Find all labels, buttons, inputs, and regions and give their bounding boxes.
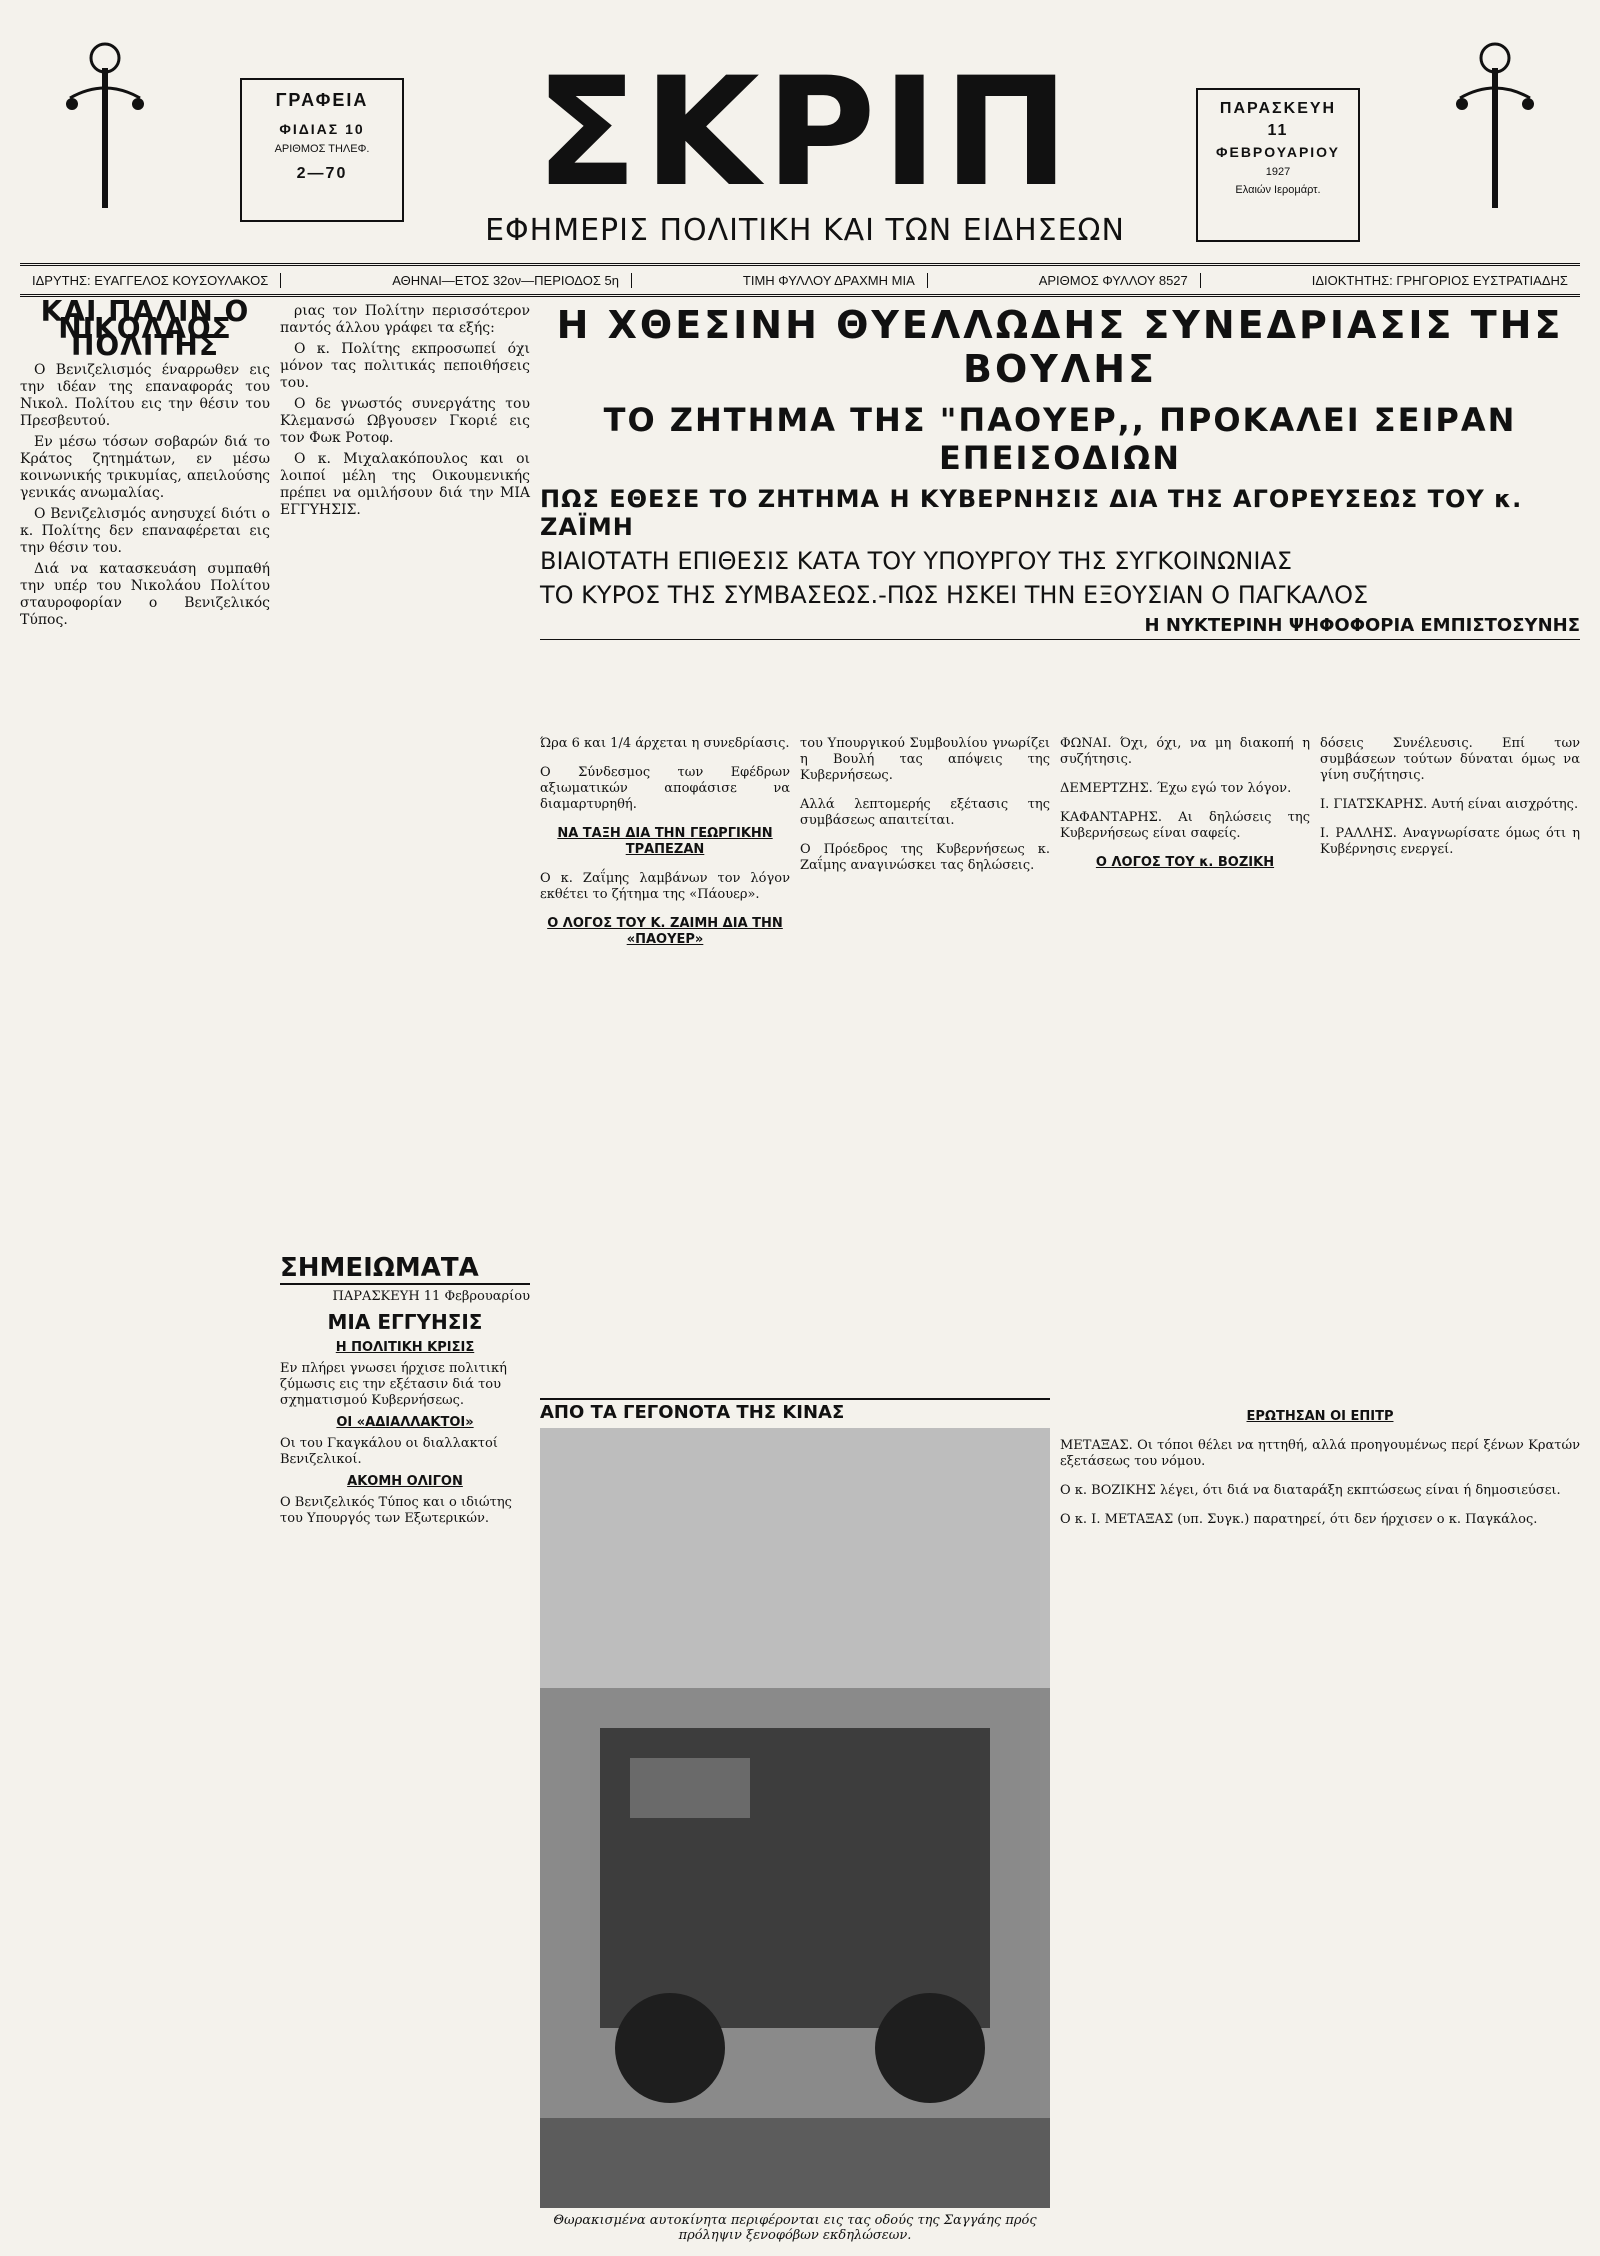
notes-title: ΜΙΑ ΕΓΓΥΗΣΙΣ	[327, 1310, 483, 1334]
price-label: ΤΙΜΗ ΦΥΛΛΟΥ ΔΡΑΧΜΗ ΜΙΑ	[731, 273, 928, 288]
continued-column	[1060, 1403, 1580, 1541]
paragraph: Ο Πρόεδρος της Κυβερνήσεως κ. Ζαΐμης αναγινώσκει τας δηλώσεις.	[800, 842, 1050, 873]
paragraph: Ο δε γνωστός συνεργάτης του Κλεμανσώ Ωβγουσεν Γκοριέ εις τον Φωκ Ροτοφ.	[280, 396, 530, 446]
sub-column-4	[1320, 723, 1580, 871]
headline-line-1: Η ΧΘΕΣΙΝΗ ΘΥΕΛΛΩΔΗΣ ΣΥΝΕΔΡΙΑΣΙΣ ΤΗΣ ΒΟΥΛΗΣ	[556, 303, 1564, 391]
masthead	[20, 18, 1580, 248]
left-article	[20, 295, 270, 633]
info-bar	[20, 263, 1580, 297]
paragraph: Εν πλήρει γνωσει ήρχισε πολιτική ζύμωσις εις την εξέτασιν διά του σχηματισμού Κυβερνήσεως.	[280, 1361, 507, 1408]
lamppost-ornament-icon	[60, 38, 150, 208]
paragraph: Ο Βενιζελισμός έναρρωθεν εις την ιδέαν της επαναφοράς του Νικολ. Πολίτου εις την θέσιν του Πρεσβευτού.	[20, 362, 270, 429]
notes-date: ΠΑΡΑΣΚΕΥΗ 11 Φεβρουαρίου	[332, 1289, 530, 1304]
armored-car-photo-icon	[540, 1428, 1050, 2208]
notes-section	[280, 1253, 530, 1527]
section-heading: ΟΙ «ΑΔΙΑΛΛΑΚΤΟΙ»	[336, 1415, 474, 1430]
paragraph: Ο κ. ΒΟΖΙΚΗΣ λέγει, ότι διά να διαταράξη εκπτώσεως είναι ή δημοσιεύσει.	[1060, 1483, 1561, 1498]
headline-line-2: ΤΟ ΖΗΤΗΜΑ ΤΗΣ "ΠΑΟΥΕΡ,, ΠΡΟΚΑΛΕΙ ΣΕΙΡΑΝ ΕΠΕΙΣΟΔΙΩΝ	[603, 401, 1517, 477]
paragraph: Οι του Γκαγκάλου οι διαλλακτοί Βενιζελικοί.	[280, 1436, 498, 1467]
main-content	[20, 295, 1580, 2243]
paragraph: Εν μέσω τόσων σοβαρών διά το Κράτος ζητημάτων, εν μέσω κοινωνικής τρικυμίας, απειλούσης γενικάς ανωμαλίας.	[20, 434, 270, 501]
paragraph: ΚΑΦΑΝΤΑΡΗΣ. Αι δηλώσεις της Κυβερνήσεως είναι σαφείς.	[1060, 810, 1310, 841]
section-heading: Η ΠΟΛΙΤΙΚΗ ΚΡΙΣΙΣ	[335, 1340, 475, 1355]
edition-label: ΑΘΗΝΑΙ—ΕΤΟΣ 32ον—ΠΕΡΙΟΔΟΣ 5η	[380, 273, 632, 288]
paragraph: δόσεις Συνέλευσις. Επί των συμβάσεων τούτων δύναται όμως να γίνη συζήτησις.	[1320, 736, 1580, 783]
notes-header: ΣΗΜΕΙΩΜΑΤΑ	[280, 1253, 530, 1285]
sub-column-2	[800, 723, 1050, 887]
paragraph: ΦΩΝΑΙ. Όχι, όχι, να μη διακοπή η συζήτησις.	[1060, 736, 1310, 767]
date-box: ΠΑΡΑΣΚΕΥΗ 11 ΦΕΒΡΟΥΑΡΙΟΥ 1927 Ελαιών Ιερομάρτ.	[1196, 88, 1360, 242]
paragraph: Ι. ΡΑΛΛΗΣ. Αναγνωρίσατε όμως ότι η Κυβέρνησις ενεργεί.	[1320, 826, 1580, 857]
sub-column-1	[540, 723, 790, 954]
paragraph: Ο κ. Ι. ΜΕΤΑΞΑΣ (υπ. Συγκ.) παρατηρεί, ότι δεν ήρχισεν ο κ. Παγκάλος.	[1060, 1512, 1538, 1527]
section-heading: Ο ΛΟΓΟΣ ΤΟΥ Κ. ΖΑΙΜΗ ΔΙΑ ΤΗΝ «ΠΑΟΥΕΡ»	[547, 916, 783, 947]
left-article-title: ΚΑΙ ΠΑΛΙΝ Ο ΝΙΚΟΛΑΟΣ ΠΟΛΙΤΗΣ	[40, 295, 250, 362]
second-column	[280, 303, 530, 523]
section-heading: ΑΚΟΜΗ ΟΛΙΓΟΝ	[347, 1474, 463, 1489]
section-heading: Ο ΛΟΓΟΣ ΤΟΥ κ. ΒΟΖΙΚΗ	[1095, 855, 1275, 870]
paragraph: ΔΕΜΕΡΤΖΗΣ. Έχω εγώ τον λόγον.	[1060, 781, 1292, 796]
office-info-box: ΓΡΑΦΕΙΑ ΦΙΔΙΑΣ 10 ΑΡΙΘΜΟΣ ΤΗΛΕΦ. 2—70	[240, 78, 404, 222]
paragraph: Ι. ΓΙΑΤΣΚΑΡΗΣ. Αυτή είναι αισχρότης.	[1320, 797, 1579, 812]
newspaper-subtitle: ΕΦΗΜΕΡΙΣ ΠΟΛΙΤΙΚΗ ΚΑΙ ΤΩΝ ΕΙΔΗΣΕΩΝ	[485, 213, 1125, 248]
photo-caption: Θωρακισμένα αυτοκίνητα περιφέρονται εις τας οδούς της Σαγγάης πρός πρόληψιν ξενοφόβων εκδηλώσεων.	[553, 2213, 1037, 2243]
headline-line-3: ΠΩΣ ΕΘΕΣΕ ΤΟ ΖΗΤΗΜΑ Η ΚΥΒΕΡΝΗΣΙΣ ΔΙΑ ΤΗΣ ΑΓΟΡΕΥΣΕΩΣ ΤΟΥ κ. ΖΑΪΜΗ	[540, 485, 1523, 541]
founder-label: ΙΔΡΥΤΗΣ: ΕΥΑΓΓΕΛΟΣ ΚΟΥΣΟΥΛΑΚΟΣ	[20, 273, 281, 288]
main-headline	[540, 303, 1580, 640]
paragraph: Ώρα 6 και 1/4 άρχεται η συνεδρίασις.	[540, 736, 790, 751]
paragraph: Ο Βενιζελικός Τύπος και ο ιδιώτης του Υπουργός των Εξωτερικών.	[280, 1495, 512, 1526]
paragraph: Διά να κατασκευάση συμπαθή την υπέρ του Νικολάου Πολίτου σταυροφορίαν ο Βενιζελικός Τύπος.	[20, 561, 270, 628]
china-events-photo	[540, 1428, 1050, 2208]
issue-number-label: ΑΡΙΘΜΟΣ ΦΥΛΛΟΥ 8527	[1027, 273, 1201, 288]
section-heading: ΝΑ ΤΑΞΗ ΔΙΑ ΤΗΝ ΓΕΩΡΓΙΚΗΝ ΤΡΑΠΕΖΑΝ	[557, 826, 773, 857]
paragraph: Ο κ. Ζαΐμης λαμβάνων τον λόγον εκθέτει το ζήτημα της «Πάουερ».	[540, 871, 790, 902]
paragraph: ΜΕΤΑΞΑΣ. Οι τόποι θέλει να ηττηθή, αλλά προηγουμένως περί ξένων Κρατών εξετάσεως του νόμου.	[1060, 1438, 1580, 1469]
paragraph: ριας τον Πολίτην περισσότερον παντός άλλου γράφει τα εξής:	[280, 303, 530, 336]
newspaper-page	[20, 18, 1580, 2243]
paragraph: Ο κ. Πολίτης εκπροσωπεί όχι μόνον τας πολιτικάς πεποιθήσεις του.	[280, 341, 530, 391]
paragraph: Ο Βενιζελισμός ανησυχεί διότι ο κ. Πολίτης δεν επαναφέρεται εις την θέσιν του.	[20, 506, 270, 556]
lamppost-ornament-icon	[1450, 38, 1540, 208]
photo-header: ΑΠΟ ΤΑ ΓΕΓΟΝΟΤΑ ΤΗΣ ΚΙΝΑΣ	[540, 1398, 1050, 1423]
paragraph: του Υπουργικού Συμβουλίου γνωρίζει η Βουλή τας απόψεις της Κυβερνήσεως.	[800, 736, 1050, 783]
newspaper-title: ΣΚΡΙΠ	[535, 46, 1075, 220]
owner-label: ΙΔΙΟΚΤΗΤΗΣ: ΓΡΗΓΟΡΙΟΣ ΕΥΣΤΡΑΤΙΑΔΗΣ	[1311, 272, 1568, 288]
section-heading: ΕΡΩΤΗΣΑΝ ΟΙ ΕΠΙΤΡ	[1246, 1409, 1394, 1424]
paragraph: Ο Σύνδεσμος των Εφέδρων αξιωματικών αποφάσισε να διαμαρτυρηθή.	[540, 765, 790, 812]
headline-line-6: Η ΝΥΚΤΕΡΙΝΗ ΨΗΦΟΦΟΡΙΑ ΕΜΠΙΣΤΟΣΥΝΗΣ	[540, 615, 1580, 640]
headline-line-4: ΒΙΑΙΟΤΑΤΗ ΕΠΙΘΕΣΙΣ ΚΑΤΑ ΤΟΥ ΥΠΟΥΡΓΟΥ ΤΗΣ ΣΥΓΚΟΙΝΩΝΙΑΣ	[540, 547, 1293, 575]
sub-column-3	[1060, 723, 1310, 877]
paragraph: Αλλά λεπτομερής εξέτασις της συμβάσεως απαιτείται.	[800, 797, 1050, 828]
paragraph: Ο κ. Μιχαλακόπουλος και οι λοιποί μέλη της Οικουμενικής πρέπει να ομιλήσουν διά την ΜΙΑ ΕΓΓΥΗΣΙΣ.	[280, 451, 530, 518]
headline-line-5: ΤΟ ΚΥΡΟΣ ΤΗΣ ΣΥΜΒΑΣΕΩΣ.-ΠΩΣ ΗΣΚΕΙ ΤΗΝ ΕΞΟΥΣΙΑΝ Ο ΠΑΓΚΑΛΟΣ	[540, 581, 1369, 609]
